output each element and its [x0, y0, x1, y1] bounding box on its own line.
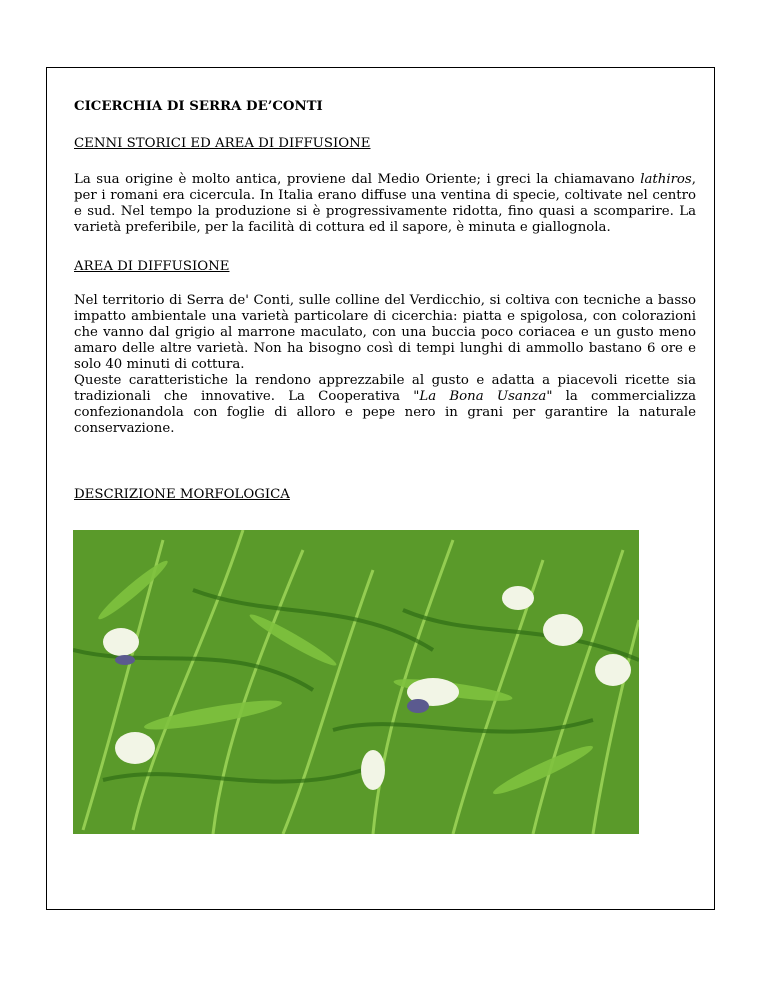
section-heading-area: AREA DI DIFFUSIONE	[74, 259, 230, 274]
paragraph-history	[74, 172, 696, 236]
document-title: CICERCHIA DI SERRA DE’CONTI	[74, 99, 323, 114]
paragraph-area: Nel territorio di Serra de' Conti, sulle colline del Verdicchio, si coltiva con tecniche a basso impatto ambientale una varietà particolare di cicerchia: piatta e spigolosa, con colorazioni che vanno dal grigio al marrone maculato, con una buccia poco coriacea e un gusto meno amaro delle altre varietà. Non ha bisogno così di tempi lunghi di ammollo bastano 6 ore e solo 40 minuti di cottura.	[74, 293, 696, 372]
paragraph-features-text-b: " la commercializza confezionandola con foglie di alloro e pepe nero in grani per garantire la naturale conservazione.	[74, 389, 697, 436]
plant-photo	[73, 530, 639, 834]
paragraph-features-text-a: Queste caratteristiche la rendono apprezzabile al gusto e adatta a piacevoli ricette sia tradizionali che innovative. La Cooperativa "	[74, 373, 696, 404]
paragraph-features	[74, 373, 696, 437]
cooperative-name: La Bona Usanza	[419, 389, 547, 404]
plant-illustration	[73, 530, 639, 834]
paragraph-history-text-a: La sua origine è molto antica, proviene dal Medio Oriente; i greci la chiamavano	[74, 172, 641, 187]
paragraph-history-emphasis: lathiros	[640, 172, 692, 187]
paragraph-history-text-b: , per i romani era cicercula. In Italia erano diffuse una ventina di specie, coltivate nel centro e sud. Nel tempo la produzione si è progressivamente ridotta, fino quasi a scomparire. La varietà preferibile, per la facilità di cottura ed il sapore, è minuta e giallognola.	[74, 172, 696, 235]
section-heading-morphology: DESCRIZIONE MORFOLOGICA	[74, 487, 290, 502]
section-heading-history: CENNI STORICI ED AREA DI DIFFUSIONE	[74, 136, 371, 151]
